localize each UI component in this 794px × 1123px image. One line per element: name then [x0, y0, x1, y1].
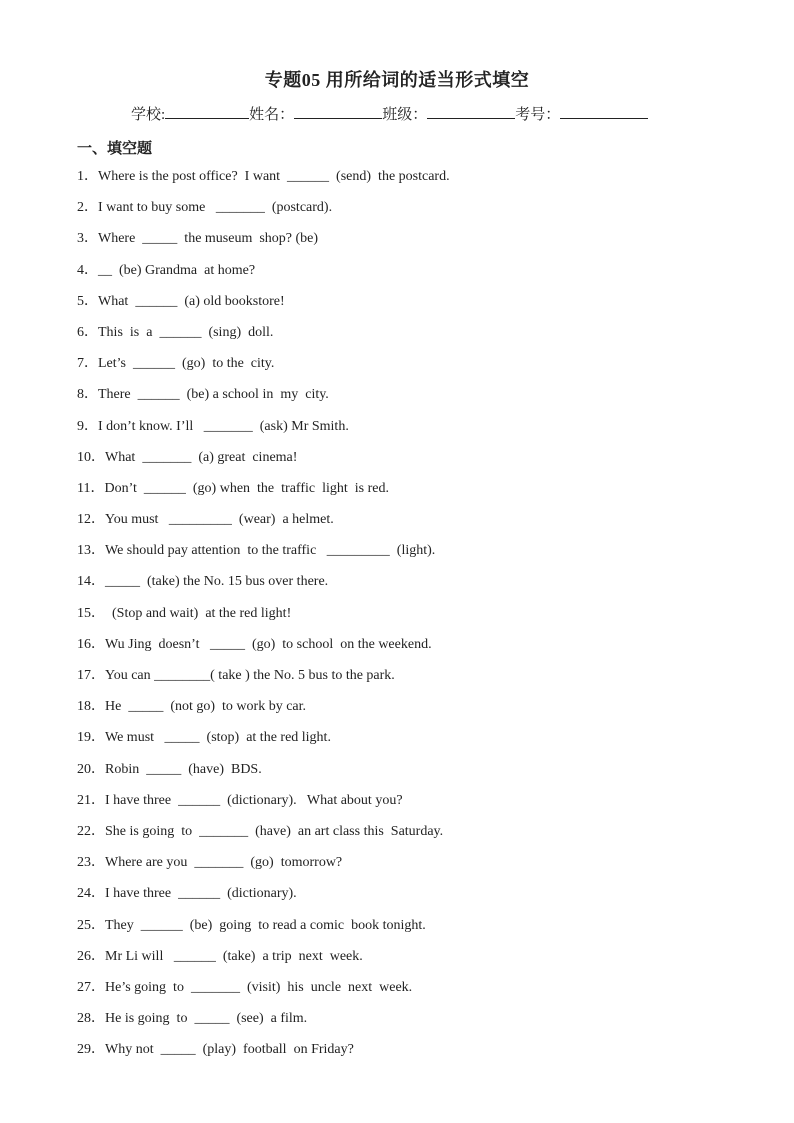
question-number: 2． [77, 200, 98, 216]
question-item [77, 385, 757, 416]
question-item [77, 354, 757, 385]
question-item [77, 884, 757, 915]
question-number: 3． [77, 231, 98, 247]
question-item [77, 697, 757, 728]
question-text: Where are you _______ (go) tomorrow? [105, 855, 343, 871]
school-label: 学校: [131, 107, 166, 123]
question-item [77, 167, 757, 198]
question-item [77, 760, 757, 791]
question-text: We must _____ (stop) at the red light. [105, 730, 331, 746]
question-number: 26． [77, 948, 105, 964]
question-text: Wu Jing doesn’t _____ (go) to school on the weekend. [105, 636, 432, 652]
question-text: I don’t know. I’ll _______ (ask) Mr Smith. [98, 418, 349, 434]
question-text: This is a ______ (sing) doll. [98, 324, 274, 340]
question-item [77, 229, 757, 260]
question-item [77, 978, 757, 1009]
question-item [77, 448, 757, 479]
question-number: 7． [77, 356, 98, 372]
question-number: 24． [77, 886, 105, 902]
question-number: 25． [77, 917, 105, 933]
question-item [77, 822, 757, 853]
question-text: Mr Li will ______ (take) a trip next week. [105, 948, 363, 964]
question-number: 4． [77, 262, 98, 278]
question-number: 6． [77, 324, 98, 340]
question-item [77, 292, 757, 323]
question-text: He is going to _____ (see) a film. [105, 1011, 308, 1027]
question-text: There ______ (be) a school in my city. [98, 387, 329, 403]
question-number: 12． [77, 512, 105, 528]
question-number: 16． [77, 636, 105, 652]
question-text: He’s going to _______ (visit) his uncle next week. [105, 979, 413, 995]
question-item [77, 541, 757, 572]
question-text: Why not _____ (play) football on Friday? [105, 1042, 354, 1058]
question-number: 10． [77, 449, 105, 465]
question-text: You can ________( take ) the No. 5 bus to the park. [105, 668, 395, 683]
question-text: Don’t ______ (go) when the traffic light is red. [104, 480, 389, 496]
question-number: 9． [77, 418, 98, 434]
question-item [77, 916, 757, 947]
question-text: What ______ (a) old bookstore! [98, 293, 285, 309]
student-info-line [131, 103, 648, 124]
question-number: 22． [77, 823, 105, 839]
question-item [77, 510, 757, 541]
question-number: 8． [77, 387, 98, 403]
question-number: 20． [77, 761, 105, 777]
question-item [77, 635, 757, 666]
question-item [77, 479, 757, 510]
question-item [77, 198, 757, 229]
question-text: You must _________ (wear) a helmet. [105, 512, 334, 528]
question-item [77, 417, 757, 448]
number-blank[interactable] [560, 103, 648, 119]
question-item [77, 853, 757, 884]
question-number: 13． [77, 543, 105, 559]
question-text: Where _____ the museum shop? (be) [98, 231, 319, 247]
question-text: _____ (take) the No. 15 bus over there. [105, 574, 329, 590]
class-label: 班级： [382, 107, 428, 123]
question-number: 15． [77, 605, 105, 621]
question-text: Robin _____ (have) BDS. [105, 761, 262, 777]
question-item [77, 947, 757, 978]
question-item [77, 1009, 757, 1040]
question-number: 21． [77, 792, 105, 808]
question-item [77, 261, 757, 292]
question-text: I have three ______ (dictionary). What about you? [105, 792, 403, 808]
question-number: 5． [77, 293, 98, 309]
question-item [77, 604, 757, 635]
question-text: I want to buy some _______ (postcard). [98, 200, 333, 216]
number-label: 考号： [515, 107, 561, 123]
name-blank[interactable] [294, 103, 382, 119]
question-text: Where is the post office? I want ______ (send) the postcard. [98, 169, 450, 184]
question-text: We should pay attention to the traffic _________ (light). [105, 543, 436, 559]
question-number: 29． [77, 1042, 105, 1058]
question-text: She is going to _______ (have) an art class this Saturday. [105, 823, 444, 839]
question-text: I have three ______ (dictionary). [105, 886, 297, 902]
question-text: He _____ (not go) to work by car. [105, 699, 307, 715]
section-heading: 一、填空题 [77, 141, 153, 157]
question-text: What _______ (a) great cinema! [105, 449, 298, 465]
school-blank[interactable] [165, 103, 249, 119]
class-blank[interactable] [427, 103, 515, 119]
question-number: 28． [77, 1011, 105, 1027]
question-item [77, 791, 757, 822]
name-label: 姓名： [249, 107, 295, 123]
question-number: 19． [77, 730, 105, 746]
question-list [77, 167, 757, 1071]
question-text: Let’s ______ (go) to the city. [98, 356, 275, 372]
question-text: (Stop and wait) at the red light! [105, 605, 292, 621]
question-item [77, 666, 757, 697]
question-number: 23． [77, 855, 105, 871]
question-number: 27． [77, 979, 105, 995]
question-number: 17． [77, 668, 105, 683]
question-number: 1． [77, 169, 98, 184]
question-item [77, 728, 757, 759]
question-text: __ (be) Grandma at home? [98, 262, 256, 278]
question-number: 18． [77, 699, 105, 715]
question-number: 11． [77, 480, 105, 496]
page-title: 专题05 用所给词的适当形式填空 [264, 70, 530, 90]
question-number: 14． [77, 574, 105, 590]
question-text: They ______ (be) going to read a comic book tonight. [105, 917, 426, 933]
question-item [77, 572, 757, 603]
question-item [77, 1040, 757, 1071]
question-item [77, 323, 757, 354]
